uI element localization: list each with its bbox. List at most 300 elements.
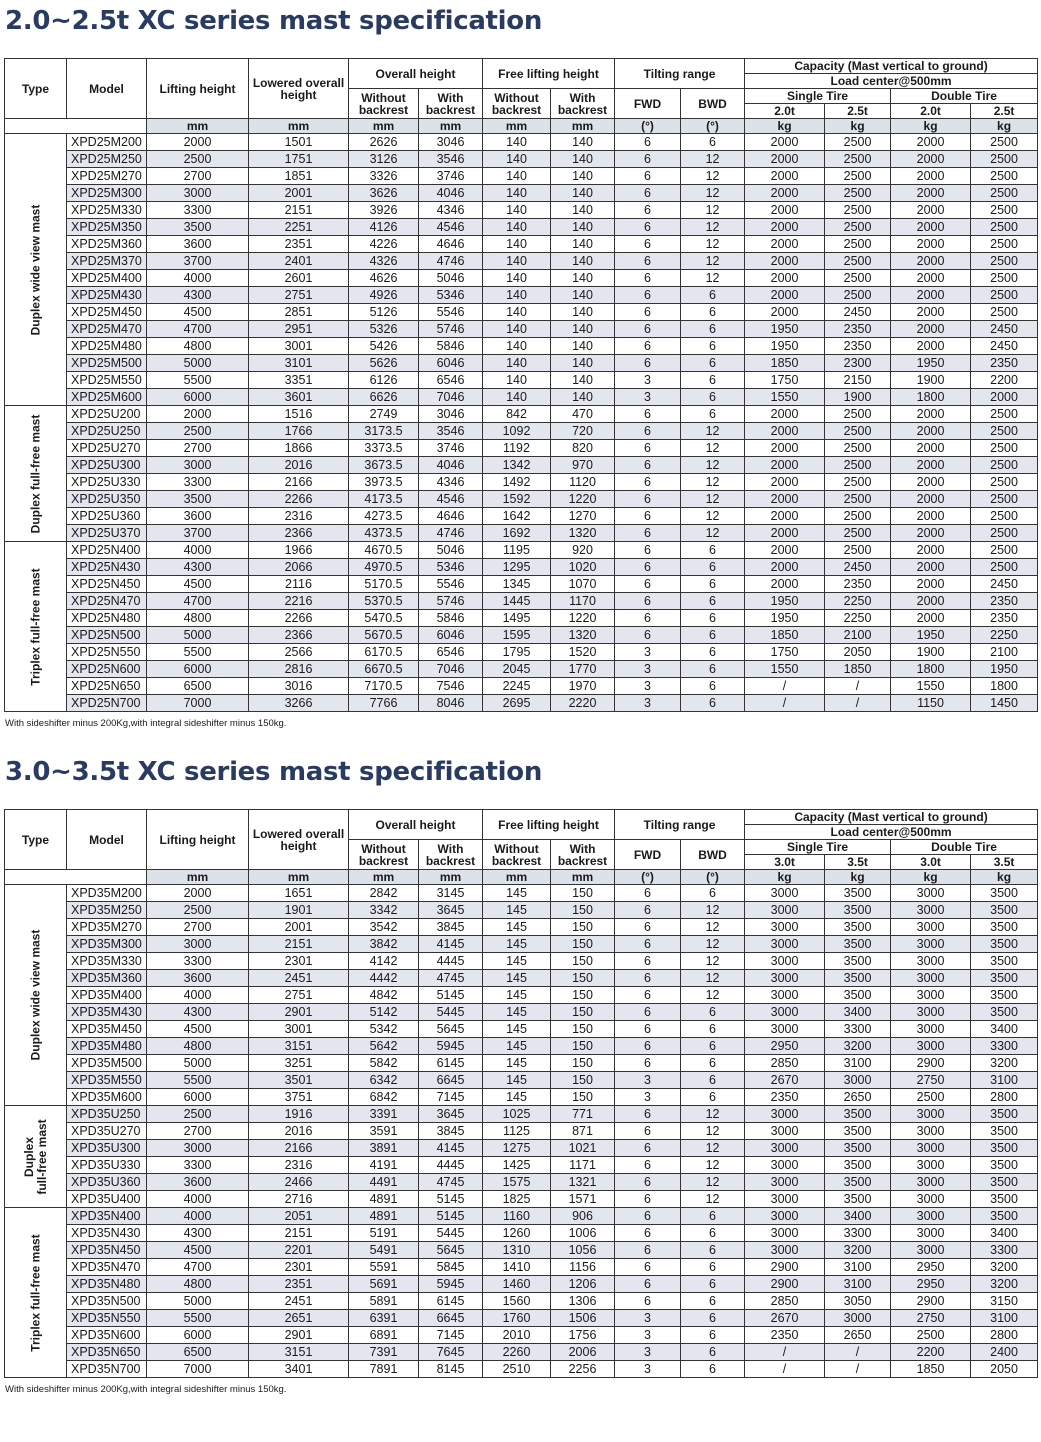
value-cell: 2000 xyxy=(891,491,971,508)
value-cell: 2050 xyxy=(825,644,891,661)
value-cell: 150 xyxy=(551,1038,615,1055)
value-cell: 5000 xyxy=(147,627,249,644)
value-cell: 3300 xyxy=(825,1225,891,1242)
value-cell: 4142 xyxy=(349,953,419,970)
value-cell: 6 xyxy=(615,1174,681,1191)
value-cell: 6 xyxy=(615,457,681,474)
value-cell: 6 xyxy=(615,1276,681,1293)
value-cell: 2000 xyxy=(745,202,825,219)
value-cell: 4546 xyxy=(419,219,483,236)
value-cell: 2220 xyxy=(551,695,615,712)
header-tilting-range: Tilting range xyxy=(615,810,745,840)
table-row xyxy=(5,457,1038,474)
value-cell: 2750 xyxy=(891,1310,971,1327)
value-cell: 2500 xyxy=(971,168,1038,185)
value-cell: 2000 xyxy=(891,457,971,474)
header-lifting-height: Lifting height xyxy=(147,810,249,870)
value-cell: 5546 xyxy=(419,304,483,321)
header-model: Model xyxy=(67,59,147,119)
unit-cell: mm xyxy=(147,870,249,885)
value-cell: 2500 xyxy=(971,474,1038,491)
model-cell: XPD35M500 xyxy=(67,1055,147,1072)
table-row xyxy=(5,1157,1038,1174)
value-cell: 1901 xyxy=(249,902,349,919)
value-cell: 145 xyxy=(483,1055,551,1072)
table-row xyxy=(5,270,1038,287)
value-cell: 6 xyxy=(681,1021,745,1038)
value-cell: 2900 xyxy=(891,1293,971,1310)
value-cell: 4373.5 xyxy=(349,525,419,542)
type-label-line: full-free mast xyxy=(34,1118,49,1195)
value-cell: 3700 xyxy=(147,525,249,542)
value-cell: 2000 xyxy=(891,287,971,304)
value-cell: 2500 xyxy=(825,423,891,440)
value-cell: 3500 xyxy=(825,919,891,936)
value-cell: 3845 xyxy=(419,919,483,936)
table-row xyxy=(5,525,1038,542)
value-cell: 2000 xyxy=(745,440,825,457)
model-cell: XPD35U330 xyxy=(67,1157,147,1174)
value-cell: 1120 xyxy=(551,474,615,491)
value-cell: 720 xyxy=(551,423,615,440)
value-cell: 4800 xyxy=(147,1276,249,1293)
value-cell: 2000 xyxy=(891,270,971,287)
value-cell: 8145 xyxy=(419,1361,483,1378)
value-cell: 3500 xyxy=(971,953,1038,970)
model-cell: XPD25M330 xyxy=(67,202,147,219)
unit-cell: kg xyxy=(825,119,891,134)
value-cell: 150 xyxy=(551,953,615,970)
value-cell: 2500 xyxy=(971,151,1038,168)
value-cell: 2700 xyxy=(147,919,249,936)
value-cell: 1800 xyxy=(891,389,971,406)
value-cell: 6 xyxy=(615,202,681,219)
value-cell: 3645 xyxy=(419,1106,483,1123)
model-cell: XPD25M200 xyxy=(67,134,147,151)
value-cell: 12 xyxy=(681,1174,745,1191)
value-cell: 3001 xyxy=(249,1021,349,1038)
value-cell: 12 xyxy=(681,202,745,219)
value-cell: 6 xyxy=(615,1191,681,1208)
unit-cell: kg xyxy=(971,870,1038,885)
unit-cell: (°) xyxy=(615,870,681,885)
value-cell: 6 xyxy=(615,236,681,253)
value-cell: 2500 xyxy=(825,287,891,304)
value-cell: 6 xyxy=(615,970,681,987)
value-cell: 6145 xyxy=(419,1055,483,1072)
model-cell: XPD25N550 xyxy=(67,644,147,661)
value-cell: 2050 xyxy=(971,1361,1038,1378)
model-cell: XPD25U370 xyxy=(67,525,147,542)
value-cell: 4500 xyxy=(147,304,249,321)
value-cell: 1195 xyxy=(483,542,551,559)
value-cell: 6 xyxy=(615,1038,681,1055)
value-cell: 2500 xyxy=(971,491,1038,508)
value-cell: 2045 xyxy=(483,661,551,678)
value-cell: 2842 xyxy=(349,885,419,902)
table-row xyxy=(5,219,1038,236)
value-cell: 3000 xyxy=(745,987,825,1004)
value-cell: 4442 xyxy=(349,970,419,987)
value-cell: 6 xyxy=(615,593,681,610)
table-row xyxy=(5,491,1038,508)
value-cell: 820 xyxy=(551,440,615,457)
value-cell: 2256 xyxy=(551,1361,615,1378)
value-cell: 2000 xyxy=(745,508,825,525)
table-row xyxy=(5,695,1038,712)
value-cell: 5046 xyxy=(419,270,483,287)
model-cell: XPD25U300 xyxy=(67,457,147,474)
value-cell: 4800 xyxy=(147,1038,249,1055)
value-cell: 6546 xyxy=(419,372,483,389)
value-cell: 5846 xyxy=(419,610,483,627)
value-cell: 12 xyxy=(681,457,745,474)
value-cell: 140 xyxy=(483,372,551,389)
value-cell: 3300 xyxy=(147,953,249,970)
value-cell: 3500 xyxy=(971,1191,1038,1208)
value-cell: 2700 xyxy=(147,168,249,185)
value-cell: / xyxy=(825,678,891,695)
value-cell: 6 xyxy=(615,953,681,970)
value-cell: 5500 xyxy=(147,644,249,661)
value-cell: 1850 xyxy=(825,661,891,678)
value-cell: 3600 xyxy=(147,970,249,987)
header-capacity: Capacity (Mast vertical to ground) xyxy=(745,59,1038,74)
unit-cell: mm xyxy=(551,870,615,885)
table-row xyxy=(5,253,1038,270)
value-cell: 4745 xyxy=(419,1174,483,1191)
value-cell: 3101 xyxy=(249,355,349,372)
value-cell: 2500 xyxy=(147,902,249,919)
value-cell: 4746 xyxy=(419,525,483,542)
unit-cell: (°) xyxy=(681,870,745,885)
value-cell: 3 xyxy=(615,644,681,661)
value-cell: 3000 xyxy=(891,936,971,953)
model-cell: XPD35N500 xyxy=(67,1293,147,1310)
unit-cell: (°) xyxy=(681,119,745,134)
value-cell: 3000 xyxy=(147,936,249,953)
value-cell: 145 xyxy=(483,970,551,987)
value-cell: 6342 xyxy=(349,1072,419,1089)
value-cell: / xyxy=(825,695,891,712)
value-cell: 2000 xyxy=(891,151,971,168)
header-load-center: Load center@500mm xyxy=(745,825,1038,840)
value-cell: 140 xyxy=(483,185,551,202)
value-cell: 140 xyxy=(483,270,551,287)
value-cell: 140 xyxy=(551,236,615,253)
value-cell: 2451 xyxy=(249,970,349,987)
value-cell: 6 xyxy=(615,576,681,593)
value-cell: 1751 xyxy=(249,151,349,168)
value-cell: 2000 xyxy=(891,321,971,338)
value-cell: 5142 xyxy=(349,1004,419,1021)
value-cell: 140 xyxy=(551,168,615,185)
unit-cell: kg xyxy=(745,119,825,134)
value-cell: 2000 xyxy=(891,253,971,270)
value-cell: 2000 xyxy=(147,885,249,902)
value-cell: 1170 xyxy=(551,593,615,610)
value-cell: 2500 xyxy=(825,219,891,236)
value-cell: 3 xyxy=(615,1344,681,1361)
header-double-tire: Double Tire xyxy=(891,840,1038,855)
value-cell: 12 xyxy=(681,440,745,457)
value-cell: 7645 xyxy=(419,1344,483,1361)
value-cell: 3300 xyxy=(147,474,249,491)
value-cell: 1692 xyxy=(483,525,551,542)
value-cell: 1092 xyxy=(483,423,551,440)
header-single-tire: Single Tire xyxy=(745,840,891,855)
value-cell: 6 xyxy=(681,406,745,423)
value-cell: 5670.5 xyxy=(349,627,419,644)
value-cell: 150 xyxy=(551,970,615,987)
value-cell: 2016 xyxy=(249,457,349,474)
value-cell: 2000 xyxy=(745,457,825,474)
value-cell: 3391 xyxy=(349,1106,419,1123)
value-cell: 2500 xyxy=(971,202,1038,219)
value-cell: 3500 xyxy=(825,970,891,987)
value-cell: 12 xyxy=(681,953,745,970)
value-cell: 3251 xyxy=(249,1055,349,1072)
value-cell: 140 xyxy=(551,355,615,372)
value-cell: 2500 xyxy=(825,525,891,542)
value-cell: 1021 xyxy=(551,1140,615,1157)
value-cell: 2716 xyxy=(249,1191,349,1208)
value-cell: 5000 xyxy=(147,1293,249,1310)
value-cell: 6 xyxy=(615,134,681,151)
value-cell: 3700 xyxy=(147,253,249,270)
value-cell: 5145 xyxy=(419,1208,483,1225)
value-cell: 2000 xyxy=(891,593,971,610)
value-cell: 2850 xyxy=(745,1293,825,1310)
table-row xyxy=(5,287,1038,304)
value-cell: 5145 xyxy=(419,1191,483,1208)
value-cell: 2650 xyxy=(825,1327,891,1344)
value-cell: 3501 xyxy=(249,1072,349,1089)
value-cell: 2000 xyxy=(745,151,825,168)
value-cell: 2500 xyxy=(825,508,891,525)
value-cell: 2000 xyxy=(745,253,825,270)
value-cell: 12 xyxy=(681,423,745,440)
value-cell: 1950 xyxy=(745,321,825,338)
value-cell: 2500 xyxy=(825,202,891,219)
value-cell: 6 xyxy=(615,610,681,627)
value-cell: 6 xyxy=(681,1361,745,1378)
value-cell: 2500 xyxy=(825,491,891,508)
value-cell: 1642 xyxy=(483,508,551,525)
value-cell: 2151 xyxy=(249,202,349,219)
value-cell: 6 xyxy=(681,644,745,661)
value-cell: 3000 xyxy=(745,1242,825,1259)
value-cell: 1460 xyxy=(483,1276,551,1293)
value-cell: 3842 xyxy=(349,936,419,953)
value-cell: 5642 xyxy=(349,1038,419,1055)
value-cell: 7170.5 xyxy=(349,678,419,695)
value-cell: 2450 xyxy=(825,559,891,576)
value-cell: 2500 xyxy=(147,151,249,168)
value-cell: 3300 xyxy=(971,1242,1038,1259)
value-cell: 150 xyxy=(551,987,615,1004)
table-row xyxy=(5,902,1038,919)
value-cell: 1770 xyxy=(551,661,615,678)
model-cell: XPD25U330 xyxy=(67,474,147,491)
value-cell: 3400 xyxy=(971,1225,1038,1242)
value-cell: 3500 xyxy=(971,1123,1038,1140)
type-cell xyxy=(5,406,67,542)
value-cell: 5370.5 xyxy=(349,593,419,610)
model-cell: XPD25N480 xyxy=(67,610,147,627)
value-cell: 3000 xyxy=(745,1140,825,1157)
value-cell: 3000 xyxy=(745,1004,825,1021)
value-cell: 2266 xyxy=(249,610,349,627)
model-cell: XPD25N650 xyxy=(67,678,147,695)
unit-cell: mm xyxy=(419,119,483,134)
value-cell: 3500 xyxy=(825,1191,891,1208)
value-cell: 6 xyxy=(681,661,745,678)
value-cell: 3500 xyxy=(825,953,891,970)
value-cell: 2510 xyxy=(483,1361,551,1378)
value-cell: 4191 xyxy=(349,1157,419,1174)
value-cell: 3000 xyxy=(745,1208,825,1225)
value-cell: 3000 xyxy=(891,885,971,902)
value-cell: 12 xyxy=(681,491,745,508)
value-cell: 3145 xyxy=(419,885,483,902)
table-row xyxy=(5,151,1038,168)
value-cell: 6 xyxy=(681,372,745,389)
value-cell: 1550 xyxy=(745,661,825,678)
model-cell: XPD25M270 xyxy=(67,168,147,185)
type-cell xyxy=(5,1208,67,1378)
value-cell: 3000 xyxy=(891,1021,971,1038)
value-cell: 6 xyxy=(615,1055,681,1072)
header-lifting-height: Lifting height xyxy=(147,59,249,119)
value-cell: 4842 xyxy=(349,987,419,1004)
value-cell: 2500 xyxy=(971,525,1038,542)
unit-cell: mm xyxy=(147,119,249,134)
value-cell: 4000 xyxy=(147,1191,249,1208)
spec-table xyxy=(4,58,1038,712)
value-cell: 6 xyxy=(681,1344,745,1361)
value-cell: 4326 xyxy=(349,253,419,270)
value-cell: 3500 xyxy=(147,491,249,508)
value-cell: 12 xyxy=(681,1106,745,1123)
value-cell: 2000 xyxy=(745,185,825,202)
value-cell: 3600 xyxy=(147,1174,249,1191)
value-cell: 3 xyxy=(615,1310,681,1327)
value-cell: 2351 xyxy=(249,236,349,253)
header-capacity-col: 2.5t xyxy=(971,104,1038,119)
value-cell: 1950 xyxy=(745,593,825,610)
unit-row xyxy=(5,870,1038,885)
value-cell: 5746 xyxy=(419,321,483,338)
value-cell: 5126 xyxy=(349,304,419,321)
value-cell: 2500 xyxy=(971,423,1038,440)
unit-blank xyxy=(5,870,147,885)
table-row xyxy=(5,1191,1038,1208)
value-cell: 3000 xyxy=(891,1123,971,1140)
unit-cell: kg xyxy=(891,119,971,134)
table-row xyxy=(5,423,1038,440)
value-cell: 2166 xyxy=(249,1140,349,1157)
table-row xyxy=(5,134,1038,151)
value-cell: 3001 xyxy=(249,338,349,355)
type-label xyxy=(23,1119,49,1194)
value-cell: 3300 xyxy=(825,1021,891,1038)
value-cell: 6046 xyxy=(419,355,483,372)
model-cell: XPD35M600 xyxy=(67,1089,147,1106)
value-cell: 5326 xyxy=(349,321,419,338)
value-cell: 6 xyxy=(615,1106,681,1123)
table-row xyxy=(5,559,1038,576)
value-cell: 3300 xyxy=(147,1157,249,1174)
value-cell: 2800 xyxy=(971,1089,1038,1106)
value-cell: 5591 xyxy=(349,1259,419,1276)
section-title: 3.0~3.5t XC series mast specification xyxy=(5,757,543,787)
value-cell: 5470.5 xyxy=(349,610,419,627)
value-cell: 2200 xyxy=(971,372,1038,389)
value-cell: 3200 xyxy=(825,1242,891,1259)
value-cell: 1156 xyxy=(551,1259,615,1276)
model-cell: XPD35N450 xyxy=(67,1242,147,1259)
table-row xyxy=(5,1242,1038,1259)
value-cell: 6 xyxy=(615,936,681,953)
value-cell: 3200 xyxy=(971,1276,1038,1293)
value-cell: 6 xyxy=(615,1293,681,1310)
value-cell: 1495 xyxy=(483,610,551,627)
value-cell: 3050 xyxy=(825,1293,891,1310)
value-cell: 5691 xyxy=(349,1276,419,1293)
value-cell: 2900 xyxy=(745,1259,825,1276)
header-free-with-backrest: With backrest xyxy=(551,89,615,119)
table-row xyxy=(5,610,1038,627)
model-cell: XPD35M250 xyxy=(67,902,147,919)
value-cell: 3400 xyxy=(825,1004,891,1021)
value-cell: 5191 xyxy=(349,1225,419,1242)
value-cell: 3000 xyxy=(891,919,971,936)
value-cell: 2500 xyxy=(825,542,891,559)
model-cell: XPD25N450 xyxy=(67,576,147,593)
value-cell: 2000 xyxy=(891,576,971,593)
type-cell xyxy=(5,134,67,406)
value-cell: 3000 xyxy=(891,1225,971,1242)
table-row xyxy=(5,542,1038,559)
unit-cell: kg xyxy=(971,119,1038,134)
value-cell: 6 xyxy=(681,304,745,321)
value-cell: 1025 xyxy=(483,1106,551,1123)
value-cell: 6000 xyxy=(147,389,249,406)
value-cell: 3000 xyxy=(745,1225,825,1242)
value-cell: 5445 xyxy=(419,1225,483,1242)
value-cell: 4000 xyxy=(147,987,249,1004)
table-row xyxy=(5,338,1038,355)
value-cell: 3 xyxy=(615,1327,681,1344)
value-cell: 7046 xyxy=(419,661,483,678)
value-cell: 1950 xyxy=(891,355,971,372)
value-cell: 5046 xyxy=(419,542,483,559)
value-cell: 3500 xyxy=(825,1174,891,1191)
value-cell: 6 xyxy=(615,355,681,372)
header-fwd: FWD xyxy=(615,89,681,119)
value-cell: 2301 xyxy=(249,953,349,970)
document-page xyxy=(0,4,1041,1397)
value-cell: 12 xyxy=(681,1123,745,1140)
value-cell: 6500 xyxy=(147,1344,249,1361)
model-cell: XPD25M430 xyxy=(67,287,147,304)
model-cell: XPD25N600 xyxy=(67,661,147,678)
spec-section xyxy=(0,755,1041,1397)
value-cell: 5500 xyxy=(147,1072,249,1089)
header-single-tire: Single Tire xyxy=(745,89,891,104)
value-cell: 2000 xyxy=(745,406,825,423)
